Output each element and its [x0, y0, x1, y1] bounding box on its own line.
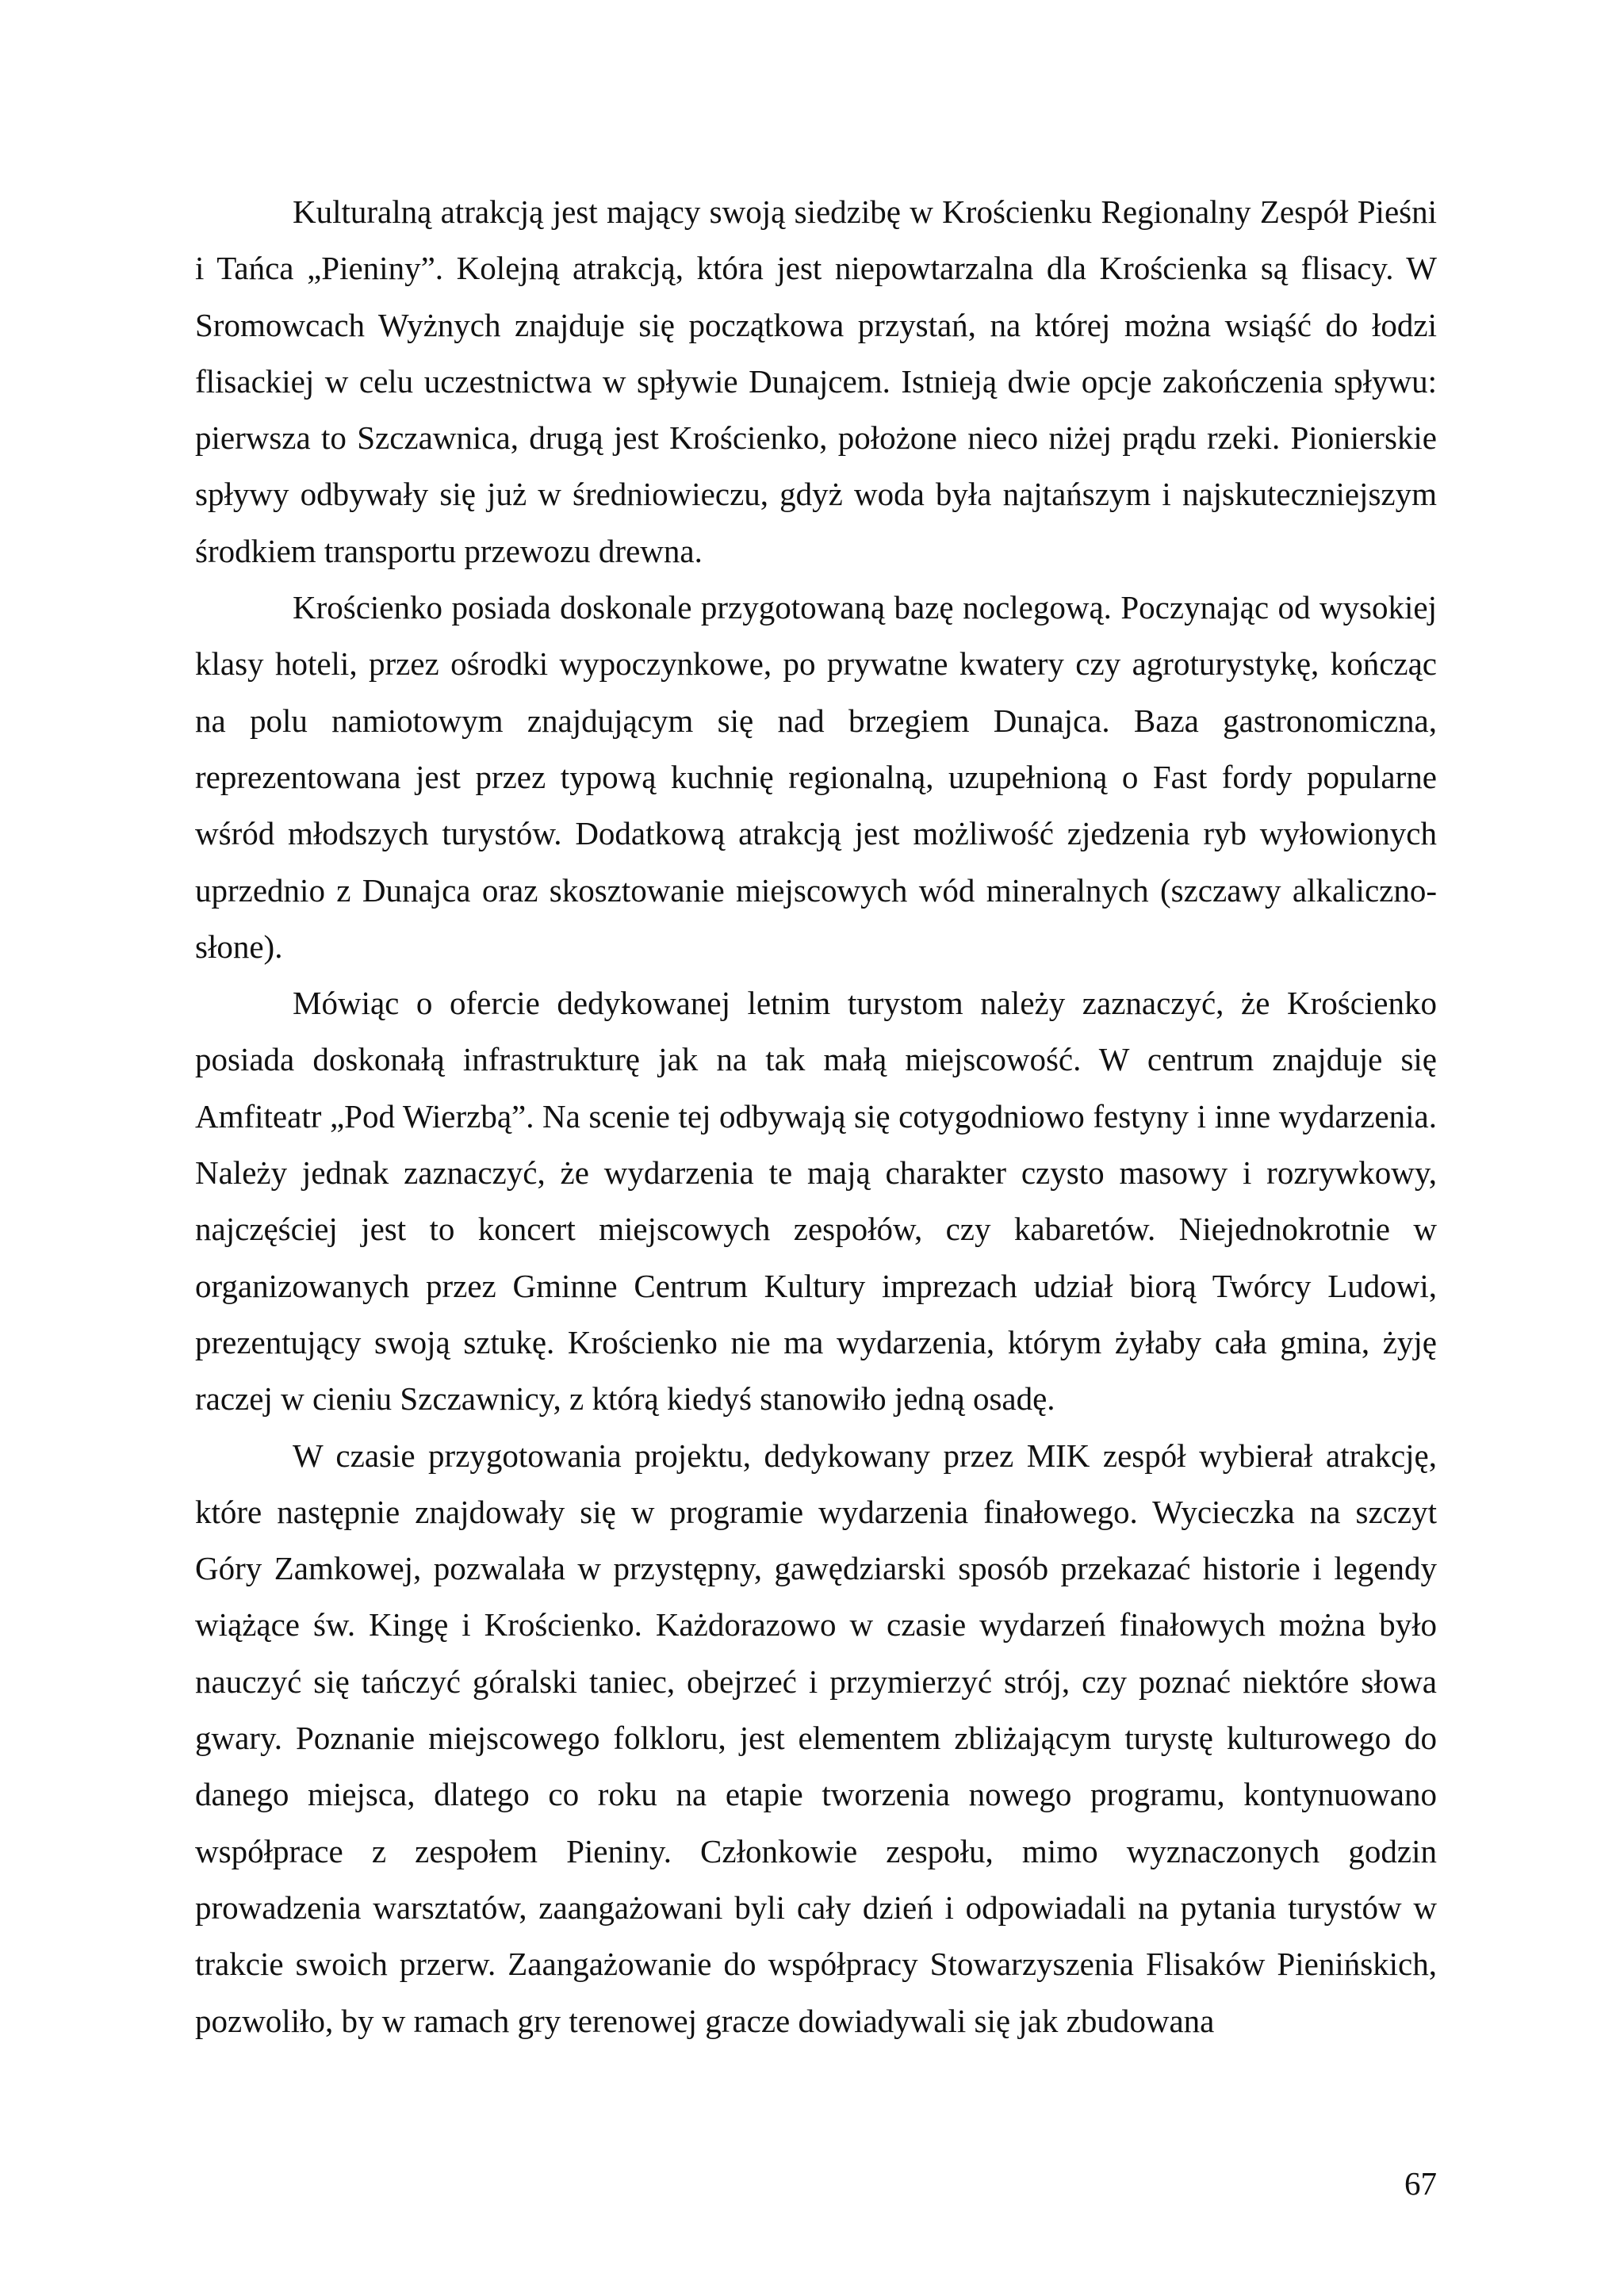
paragraph-2: Krościenko posiada doskonale przygotowaną bazę noclegową. Poczynając od wysokiej klasy hoteli, przez ośrodki wypoczynkowe, po prywatne kwatery czy agroturystykę, kończąc na polu namiotowym znajdującym się nad brzegiem Dunajca. Baza gastronomiczna, reprezentowana jest przez typową kuchnię regionalną, uzupełnioną o Fast fordy popularne wśród młodszych turystów. Dodatkową atrakcją jest możliwość zjedzenia ryb wyłowionych uprzednio z Dunajca oraz skosztowanie miejscowych wód mineralnych (szczawy alkaliczno-słone).	[195, 589, 1437, 965]
page-body	[195, 184, 1437, 2049]
paragraph-1: Kulturalną atrakcją jest mający swoją siedzibę w Krościenku Regionalny Zespół Pieśni i Tańca „Pieniny”. Kolejną atrakcją, która jest niepowtarzalna dla Krościenka są flisacy. W Sromowcach Wyżnych znajduje się początkowa przystań, na której można wsiąść do łodzi flisackiej w celu uczestnictwa w spływie Dunajcem. Istnieją dwie opcje zakończenia spływu: pierwsza to Szczawnica, drugą jest Krościenko, położone nieco niżej prądu rzeki. Pionierskie spływy odbywały się już w średniowieczu, gdyż woda była najtańszym i najskuteczniejszym środkiem transportu przewozu drewna.	[195, 193, 1437, 569]
paragraph-4: W czasie przygotowania projektu, dedykowany przez MIK zespół wybierał atrakcję, które następnie znajdowały się w programie wydarzenia finałowego. Wycieczka na szczyt Góry Zamkowej, pozwalała w przystępny, gawędziarski sposób przekazać historie i legendy wiążące św. Kingę i Krościenko. Każdorazowo w czasie wydarzeń finałowych można było nauczyć się tańczyć góralski taniec, obejrzeć i przymierzyć strój, czy poznać niektóre słowa gwary. Poznanie miejscowego folkloru, jest elementem zbliżającym turystę kulturowego do danego miejsca, dlatego co roku na etapie tworzenia nowego programu, kontynuowano współprace z zespołem Pieniny. Członkowie zespołu, mimo wyznaczonych godzin prowadzenia warsztatów, zaangażowani byli cały dzień i odpowiadali na pytania turystów w trakcie swoich przerw. Zaangażowanie do współpracy Stowarzyszenia Flisaków Pienińskich, pozwoliło, by w ramach gry terenowej gracze dowiadywali się jak zbudowana	[195, 1437, 1437, 2039]
paragraph-3: Mówiąc o ofercie dedykowanej letnim turystom należy zaznaczyć, że Krościenko posiada doskonałą infrastrukturę jak na tak małą miejscowość. W centrum znajduje się Amfiteatr „Pod Wierzbą”. Na scenie tej odbywają się cotygodniowo festyny i inne wydarzenia. Należy jednak zaznaczyć, że wydarzenia te mają charakter czysto masowy i rozrywkowy, najczęściej jest to koncert miejscowych zespołów, czy kabaretów. Niejednokrotnie w organizowanych przez Gminne Centrum Kultury imprezach udział biorą Twórcy Ludowi, prezentujący swoją sztukę. Krościenko nie ma wydarzenia, którym żyłaby cała gmina, żyję raczej w cieniu Szczawnicy, z którą kiedyś stanowiło jedną osadę.	[195, 985, 1437, 1418]
page-number: 67	[1404, 2165, 1437, 2202]
